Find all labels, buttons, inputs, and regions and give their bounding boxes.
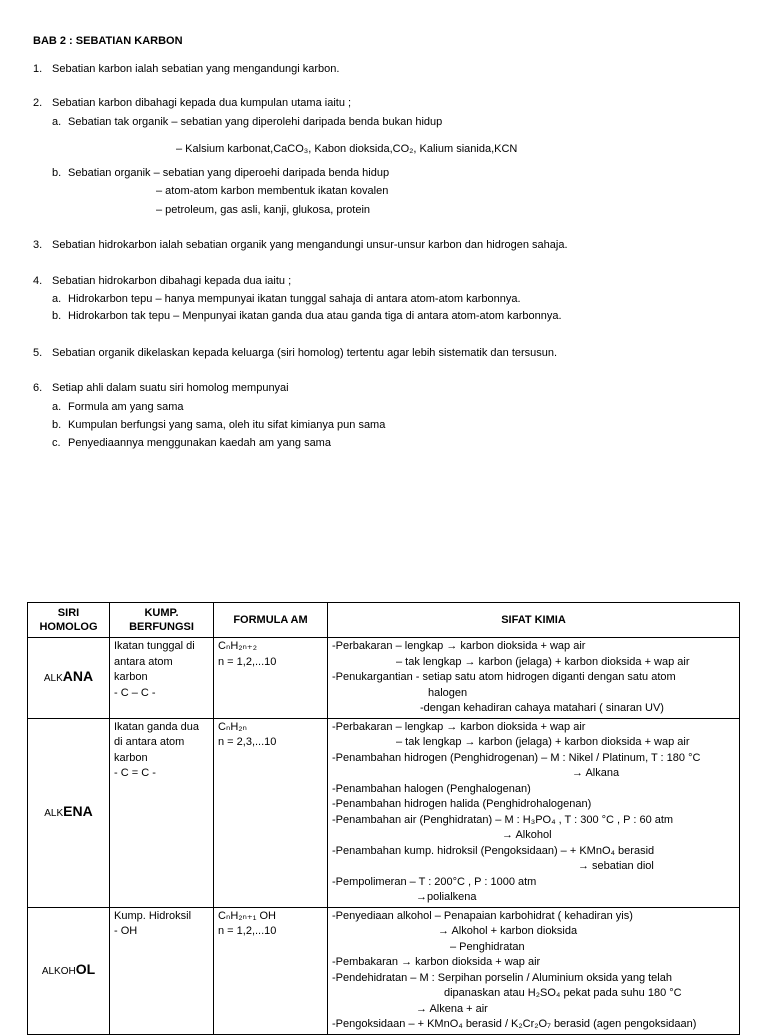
kump-line: karbon (114, 671, 148, 683)
homolog-prefix: ALKOH (41, 965, 76, 977)
table-row-alkohol (28, 907, 740, 1034)
sub-text: Sebatian tak organik – sebatian yang diperolehi daripada benda bukan hidup (68, 116, 443, 128)
property-line: → Alkana (572, 767, 620, 779)
point-4 (33, 274, 291, 288)
sub-text: Hidrokarbon tak tepu – Menpunyai ikatan ganda dua atau ganda tiga di antara atom-atom karbonnya. (68, 310, 562, 322)
property-line: -Penambahan halogen (Penghalogenan) (332, 782, 531, 795)
property-line: – tak lengkap → karbon (jelaga) + karbon dioksida + wap air (396, 736, 690, 748)
sub-letter: a. (52, 116, 62, 128)
property-line: -Perbakaran – lengkap → karbon dioksida + wap air (332, 640, 586, 652)
point-number: 3. (33, 239, 43, 251)
property-line: – tak lengkap → karbon (jelaga) + karbon dioksida + wap air (396, 655, 690, 668)
general-formula-cell (214, 718, 328, 907)
point-text: Sebatian karbon dibahagi kepada dua kumpulan utama iaitu ; (52, 97, 352, 109)
formula-line: n = 2,3,...10 (218, 736, 277, 748)
formula-line: n = 1,2,...10 (218, 655, 277, 668)
point-number: 5. (33, 347, 43, 359)
header-siri-homolog: SIRI HOMOLOG (28, 603, 110, 638)
point-2b-detail-2: – petroleum, gas asli, kanji, glukosa, protein (156, 204, 371, 216)
property-line: → Alkena + air (416, 1002, 488, 1015)
formula-line: CₙH₂ₙ (218, 720, 247, 733)
point-5 (33, 346, 557, 360)
table-row-alkana (28, 638, 740, 719)
point-text: Sebatian hidrokarbon ialah sebatian organik yang mengandungi unsur-unsur karbon dan hidrogen sahaja. (52, 239, 568, 251)
property-line: halogen (428, 686, 468, 699)
homolog-name (28, 638, 110, 719)
property-line: → Alkohol + karbon dioksida (438, 925, 578, 937)
kump-line: Ikatan ganda dua (114, 720, 200, 733)
property-line: -Perbakaran – lengkap → karbon dioksida + wap air (332, 720, 586, 733)
property-line: -Penambahan hidrogen (Penghidrogenan) – M : Nikel / Platinum, T : 180 °C (332, 751, 701, 764)
homolog-prefix: ALK (43, 673, 63, 684)
kump-line: Ikatan tunggal di (114, 640, 195, 652)
point-6a (52, 400, 184, 414)
property-line: -Penambahan hidrogen halida (Penghidrohalogenan) (332, 798, 592, 810)
point-1 (33, 62, 339, 76)
point-text: Sebatian hidrokarbon dibahagi kepada dua iaitu ; (52, 275, 292, 287)
header-formula-am: FORMULA AM (214, 603, 328, 638)
property-line: -Pembakaran → karbon dioksida + wap air (332, 956, 541, 968)
table-header-row (28, 603, 740, 638)
property-line: -Pengoksidaan – + KMnO₄ berasid / K₂Cr₂O₇ berasid (agen pengoksidaan) (332, 1018, 697, 1030)
property-line: -Pendehidratan – M : Serpihan porselin / Aluminium oksida yang telah (332, 971, 672, 984)
point-6b (52, 418, 385, 432)
header-kump-berfungsi: KUMP. BERFUNGSI (110, 603, 214, 638)
chemical-properties-cell (328, 638, 740, 719)
homolog-suffix: OL (75, 960, 96, 977)
kump-line: Kump. Hidroksil (114, 909, 192, 922)
point-6 (33, 381, 289, 395)
point-4b (52, 309, 562, 323)
point-2b (52, 166, 389, 180)
sub-letter: a. (52, 293, 62, 305)
property-line: →polialkena (416, 891, 477, 903)
point-2a (52, 115, 442, 129)
point-text: Sebatian karbon ialah sebatian yang mengandungi karbon. (52, 63, 340, 75)
kump-line: karbon (114, 751, 148, 764)
point-text: Sebatian organik dikelaskan kepada keluarga (siri homolog) tertentu agar lebih sistematik dan tersusun. (52, 347, 558, 359)
chemical-properties-cell (328, 718, 740, 907)
functional-group-cell (110, 718, 214, 907)
point-text: Setiap ahli dalam suatu siri homolog mempunyai (52, 382, 289, 394)
property-line: → sebatian diol (578, 860, 654, 872)
point-2 (33, 96, 351, 110)
formula-line: n = 1,2,...10 (218, 925, 277, 937)
formula-line: CₙH₂ₙ₊₁ OH (218, 909, 276, 922)
kump-line: - C – C - (114, 686, 156, 699)
homolog-name (28, 718, 110, 907)
general-formula-cell (214, 638, 328, 719)
homologous-series-table (27, 602, 740, 1035)
property-line: -dengan kehadiran cahaya matahari ( sinaran UV) (420, 702, 664, 714)
functional-group-cell (110, 907, 214, 1034)
chemical-properties-cell (328, 907, 740, 1034)
chapter-title: BAB 2 : SEBATIAN KARBON (33, 35, 183, 47)
point-number: 6. (33, 382, 43, 394)
sub-letter: c. (52, 437, 61, 449)
sub-text: Hidrokarbon tepu – hanya mempunyai ikatan tunggal sahaja di antara atom-atom karbonnya. (68, 293, 521, 305)
sub-letter: b. (52, 419, 62, 431)
point-3 (33, 238, 568, 252)
sub-text: Sebatian organik – sebatian yang diperoehi daripada benda hidup (68, 167, 390, 179)
homolog-prefix: ALK (44, 807, 64, 819)
point-2a-example: – Kalsium karbonat,CaCO₃, Kabon dioksida,CO₂, Kalium sianida,KCN (176, 143, 518, 155)
kump-line: antara atom (114, 655, 173, 668)
kump-line: - C = C - (114, 767, 156, 779)
property-line: -Penyediaan alkohol – Penapaian karbohidrat ( kehadiran yis) (332, 909, 633, 922)
homolog-suffix: ENA (63, 802, 93, 819)
kump-line: - OH (114, 925, 138, 937)
functional-group-cell (110, 638, 214, 719)
point-number: 4. (33, 275, 43, 287)
property-line: -Penambahan kump. hidroksil (Pengoksidaan) – + KMnO₄ berasid (332, 844, 655, 857)
general-formula-cell (214, 907, 328, 1034)
property-line: -Penambahan air (Penghidratan) – M : H₃PO₄ , T : 300 °C , P : 60 atm (332, 813, 674, 826)
point-6c (52, 436, 331, 450)
point-number: 2. (33, 97, 43, 109)
point-number: 1. (33, 63, 43, 75)
property-line: -Pempolimeran – T : 200°C , P : 1000 atm (332, 875, 537, 888)
formula-line: CₙH₂ₙ₊₂ (218, 640, 257, 652)
sub-text: Kumpulan berfungsi yang sama, oleh itu sifat kimianya pun sama (68, 419, 386, 431)
sub-letter: b. (52, 310, 62, 322)
sub-letter: a. (52, 401, 62, 413)
point-2b-detail-1: – atom-atom karbon membentuk ikatan kovalen (156, 185, 389, 197)
property-line: -Penukargantian - setiap satu atom hidrogen diganti dengan satu atom (332, 671, 676, 683)
sub-text: Formula am yang sama (68, 401, 184, 413)
header-sifat-kimia: SIFAT KIMIA (328, 603, 740, 638)
property-line: – Penghidratan (450, 940, 525, 953)
property-line: → Alkohol (502, 829, 552, 841)
sub-letter: b. (52, 167, 62, 179)
kump-line: di antara atom (114, 736, 185, 748)
homolog-suffix: ANA (62, 668, 94, 684)
property-line: dipanaskan atau H₂SO₄ pekat pada suhu 180 °C (444, 987, 682, 999)
point-4a (52, 292, 521, 306)
sub-text: Penyediaannya menggunakan kaedah am yang sama (68, 437, 331, 449)
homolog-name (28, 907, 110, 1034)
table-row-alkena (28, 718, 740, 907)
